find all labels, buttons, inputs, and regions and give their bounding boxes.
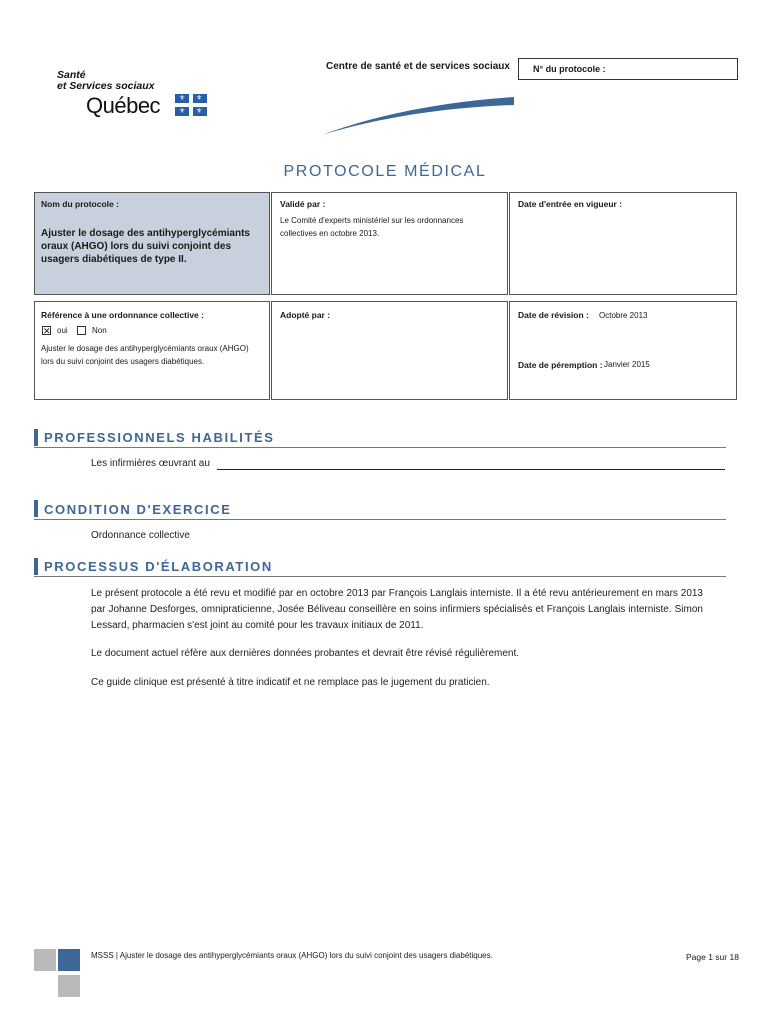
logo-line2: et Services sociaux xyxy=(57,80,155,92)
footer-square-decoration xyxy=(34,949,56,971)
processus-paragraph-2: Le document actuel réfère aux dernières données probantes et devrait être révisé régulièrement. xyxy=(91,648,520,659)
expiry-label: Date de péremption : xyxy=(518,360,603,370)
processus-paragraph-3: Ce guide clinique est présenté à titre indicatif et ne remplace pas le jugement du praticien. xyxy=(91,677,490,688)
processus-paragraph-1: Le présent protocole a été revu et modifié par en octobre 2013 par François Langlais interniste. Il a été revu antérieurement en mars 2013 par Johanne Desforges, omnipraticienne, Josée Béliveau conseillère en soins infirmiers spécialisés et François Langlais interniste. Simon Lessard, pharmacien s'est joint au comité pour les travaux initiaux de 2011. xyxy=(91,588,703,631)
professionnels-text: Les infirmières œuvrant au xyxy=(91,458,210,469)
adopted-box xyxy=(271,301,508,400)
section-divider xyxy=(34,576,726,577)
section-divider xyxy=(34,447,726,448)
expiry-value: Janvier 2015 xyxy=(604,360,650,369)
validated-box xyxy=(271,192,508,295)
section-bar xyxy=(34,429,38,446)
validated-label: Validé par : xyxy=(280,199,326,209)
adopted-label: Adopté par : xyxy=(280,310,331,320)
centre-title: Centre de santé et de services sociaux xyxy=(326,61,510,72)
revision-label: Date de révision : xyxy=(518,310,589,320)
protocol-number-field[interactable] xyxy=(518,58,738,80)
section-title-processus: PROCESSUS D'ÉLABORATION xyxy=(44,559,273,574)
revision-box xyxy=(509,301,737,400)
section-divider xyxy=(34,519,726,520)
page-number: Page 1 sur 18 xyxy=(686,952,739,962)
swoosh-decoration xyxy=(320,95,520,137)
logo-line1: Santé xyxy=(57,69,86,81)
page-title: PROTOCOLE MÉDICAL xyxy=(283,163,487,180)
protocol-name-label: Nom du protocole : xyxy=(41,199,119,209)
logo-quebec: Québec xyxy=(86,93,161,118)
section-bar xyxy=(34,500,38,517)
non-checkbox[interactable] xyxy=(77,326,86,335)
footer-square-decoration xyxy=(58,975,80,997)
validated-value: Le Comité d'experts ministériel sur les ordonnances collectives en octobre 2013. xyxy=(280,216,464,238)
logo-text xyxy=(57,70,154,92)
oui-checkbox[interactable]: ✕ xyxy=(43,326,51,336)
revision-value: Octobre 2013 xyxy=(599,311,648,320)
reference-label: Référence à une ordonnance collective : xyxy=(41,310,204,320)
protocol-name-box xyxy=(34,192,270,295)
reference-value: Ajuster le dosage des antihyperglycémiants oraux (AHGO) lors du suivi conjoint des usagers diabétiques. xyxy=(41,344,249,366)
footer-square-decoration xyxy=(58,949,80,971)
effective-date-label: Date d'entrée en vigueur : xyxy=(518,199,623,209)
reference-box xyxy=(34,301,270,400)
professionnels-blank-line[interactable] xyxy=(217,469,725,470)
protocol-number-label: N° du protocole : xyxy=(533,64,606,74)
condition-text: Ordonnance collective xyxy=(91,530,190,541)
oui-label: oui xyxy=(57,326,68,335)
effective-date-box xyxy=(509,192,737,295)
section-title-professionnels: PROFESSIONNELS HABILITÉS xyxy=(44,430,275,445)
non-label: Non xyxy=(92,326,107,335)
section-title-condition: CONDITION D'EXERCICE xyxy=(44,502,232,517)
section-bar xyxy=(34,558,38,575)
quebec-flag-icon: ⚜ ⚜ ⚜ ⚜ xyxy=(175,94,207,116)
protocol-name-value: Ajuster le dosage des antihyperglycémiants oraux (AHGO) lors du suivi conjoint des usagers diabétiques de type II. xyxy=(41,228,250,265)
footer-text: MSSS | Ajuster le dosage des antihyperglycémiants oraux (AHGO) lors du suivi conjoint des usagers diabétiques. xyxy=(91,951,493,960)
